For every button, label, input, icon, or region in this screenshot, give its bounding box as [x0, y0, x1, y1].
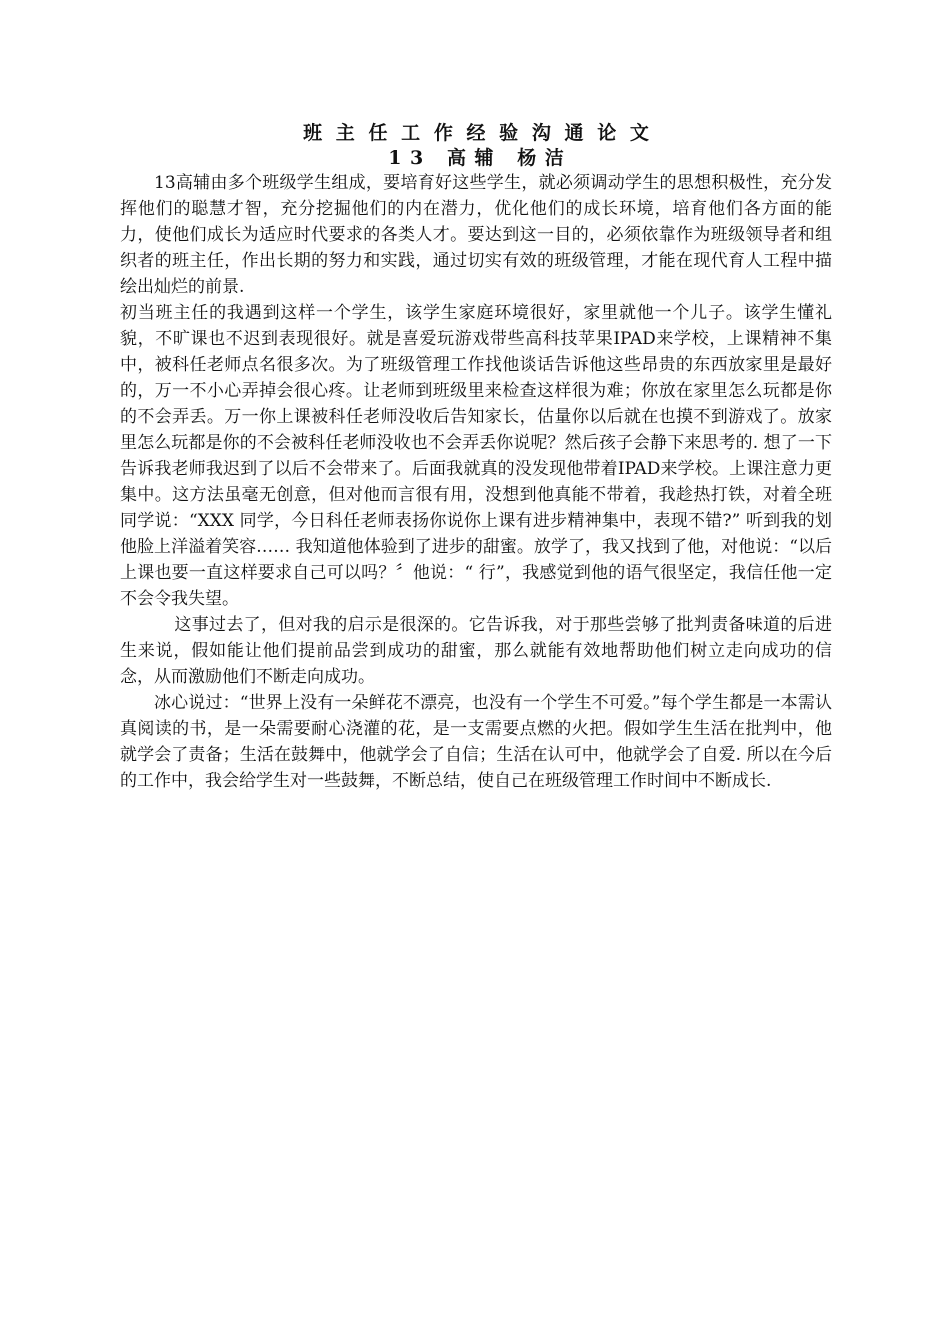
document-author: 13 高辅 杨洁 — [388, 147, 573, 169]
document-body — [120, 120, 832, 794]
document-title: 班主任工作经验沟通论文 — [303, 122, 663, 144]
paragraph-conclusion: 冰心说过：“世界上没有一朵鲜花不漂亮，也没有一个学生不可爱。”每个学生都是一本需认真阅读的书，是一朵需要耐心浇灌的花，是一支需要点燃的火把。假如学生生活在批判中，他就学会了责备；生活在鼓舞中，他就学会了自信；生活在认可中，他就学会了自爱. 所以在今后的工作中，我会给学生对一些鼓舞，不断总结，使自己在班级管理工作时间中不断成长. — [120, 693, 832, 791]
paragraph-story: 初当班主任的我遇到这样一个学生，该学生家庭环境很好，家里就他一个儿子。该学生懂礼貌，不旷课也不迟到表现很好。就是喜爱玩游戏带些高科技苹果IPAD来学校，上课精神不集中，被科任老师点名很多次。为了班级管理工作找他谈话告诉他这些昂贵的东西放家里是最好的，万一不小心弄掉会很心疼。让老师到班级里来检查这样很为难；你放在家里怎么玩都是你的不会弄丢。万一你上课被科任老师没收后告知家长，估量你以后就在也摸不到游戏了。放家里怎么玩都是你的不会被科任老师没收也不会弄丢你说呢？然后孩子会静下来思考的. 想了一下告诉我老师我迟到了以后不会带来了。后面我就真的没发现他带着IPAD来学校。上课注意力更集中。这方法虽毫无创意，但对他而言很有用，没想到他真能不带着，我趁热打铁，对着全班同学说：“XXX 同学，今日科任老师表扬你说你上课有进步精神集中，表现不错?” 听到我的划他脸上洋溢着笑容…… 我知道他体验到了进步的甜蜜。放学了，我又找到了他，对他说：“以后上课也要一直这样要求自己可以吗？〞他说：“ 行”，我感觉到他的语气很坚定，我信任他一定不会令我失望。 — [120, 303, 832, 609]
paragraph-intro: 13高辅由多个班级学生组成，要培育好这些学生，就必须调动学生的思想积极性，充分发挥他们的聪慧才智，充分挖掘他们的内在潜力，优化他们的成长环境，培育他们各方面的能力，使他们成长为适应时代要求的各类人才。要达到这一目的，必须依靠作为班级领导者和组织者的班主任，作出长期的努力和实践，通过切实有效的班级管理，才能在现代育人工程中描绘出灿烂的前景. — [120, 173, 832, 297]
paragraph-reflection: 这事过去了，但对我的启示是很深的。它告诉我，对于那些尝够了批判责备味道的后进生来说，假如能让他们提前品尝到成功的甜蜜，那么就能有效地帮助他们树立走向成功的信念，从而激励他们不断走向成功。 — [120, 615, 832, 687]
